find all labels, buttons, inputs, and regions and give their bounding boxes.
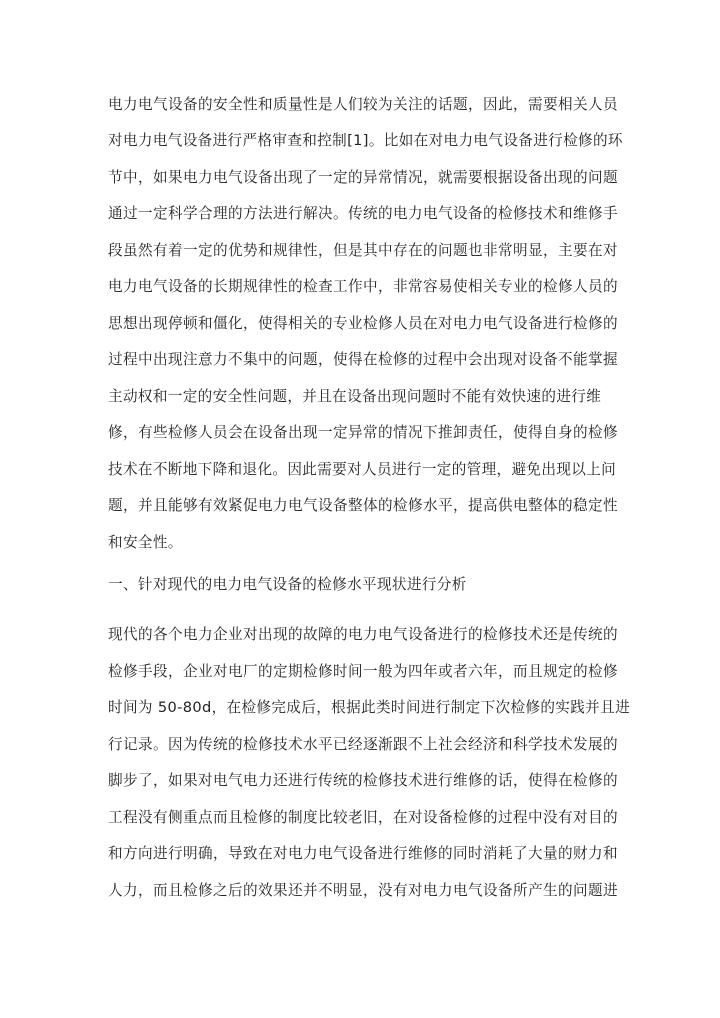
text-line: 和方向进行明确，导致在对电力电气设备进行维修的同时消耗了大量的财力和 [108,845,618,862]
text-line: 人力，而且检修之后的效果还并不明显，没有对电力电气设备所产生的问题进 [108,882,618,899]
text-line: 电力电气设备的安全性和质量性是人们较为关注的话题，因此，需要相关人员 [108,96,618,113]
text-line: 题，并且能够有效紧促电力电气设备整体的检修水平，提高供电整体的稳定性 [108,497,618,514]
text-line: 工程没有侧重点而且检修的制度比较老旧，在对设备检修的过程中没有对目的 [108,809,618,826]
text-line: 过程中出现注意力不集中的问题，使得在检修的过程中会出现对设备不能掌握 [108,351,618,368]
text-line: 思想出现停顿和僵化，使得相关的专业检修人员在对电力电气设备进行检修的 [108,315,618,332]
text-line: 修，有些检修人员会在设备出现一定异常的情况下推卸责任，使得自身的检修 [108,424,618,441]
text-line: 段虽然有着一定的优势和规律性，但是其中存在的问题也非常明显，主要在对 [108,242,618,259]
text-line: 主动权和一定的安全性问题，并且在设备出现问题时不能有效快速的进行维 [108,388,602,405]
text-line: 和安全性。 [108,534,183,551]
text-line: 行记录。因为传统的检修技术水平已经逐渐跟不上社会经济和科学技术发展的 [108,736,618,753]
text-line: 电力电气设备的长期规律性的检查工作中，非常容易使相关专业的检修人员的 [108,278,618,295]
text-line: 技术在不断地下降和退化。因此需要对人员进行一定的管理，避免出现以上问 [108,461,617,478]
text-line: 时间为 50-80d，在检修完成后，根据此类时间进行制定下次检修的实践并且进 [108,699,631,716]
section-heading: 一、针对现代的电力电气设备的检修水平现状进行分析 [108,576,467,593]
text-line: 检修手段，企业对电厂的定期检修时间一般为四年或者六年，而且规定的检修 [108,663,618,680]
text-line: 脚步了，如果对电气电力还进行传统的检修技术进行维修的话，使得在检修的 [108,772,618,789]
text-line: 对电力电气设备进行严格审查和控制[1]。比如在对电力电气设备进行检修的环 [108,132,623,149]
text-line: 节中，如果电力电气设备出现了一定的异常情况，就需要根据设备出现的问题 [108,169,618,186]
text-line: 通过一定科学合理的方法进行解决。传统的电力电气设备的检修技术和维修手 [108,205,618,222]
text-line: 现代的各个电力企业对出现的故障的电力电气设备进行的检修技术还是传统的 [108,626,618,643]
